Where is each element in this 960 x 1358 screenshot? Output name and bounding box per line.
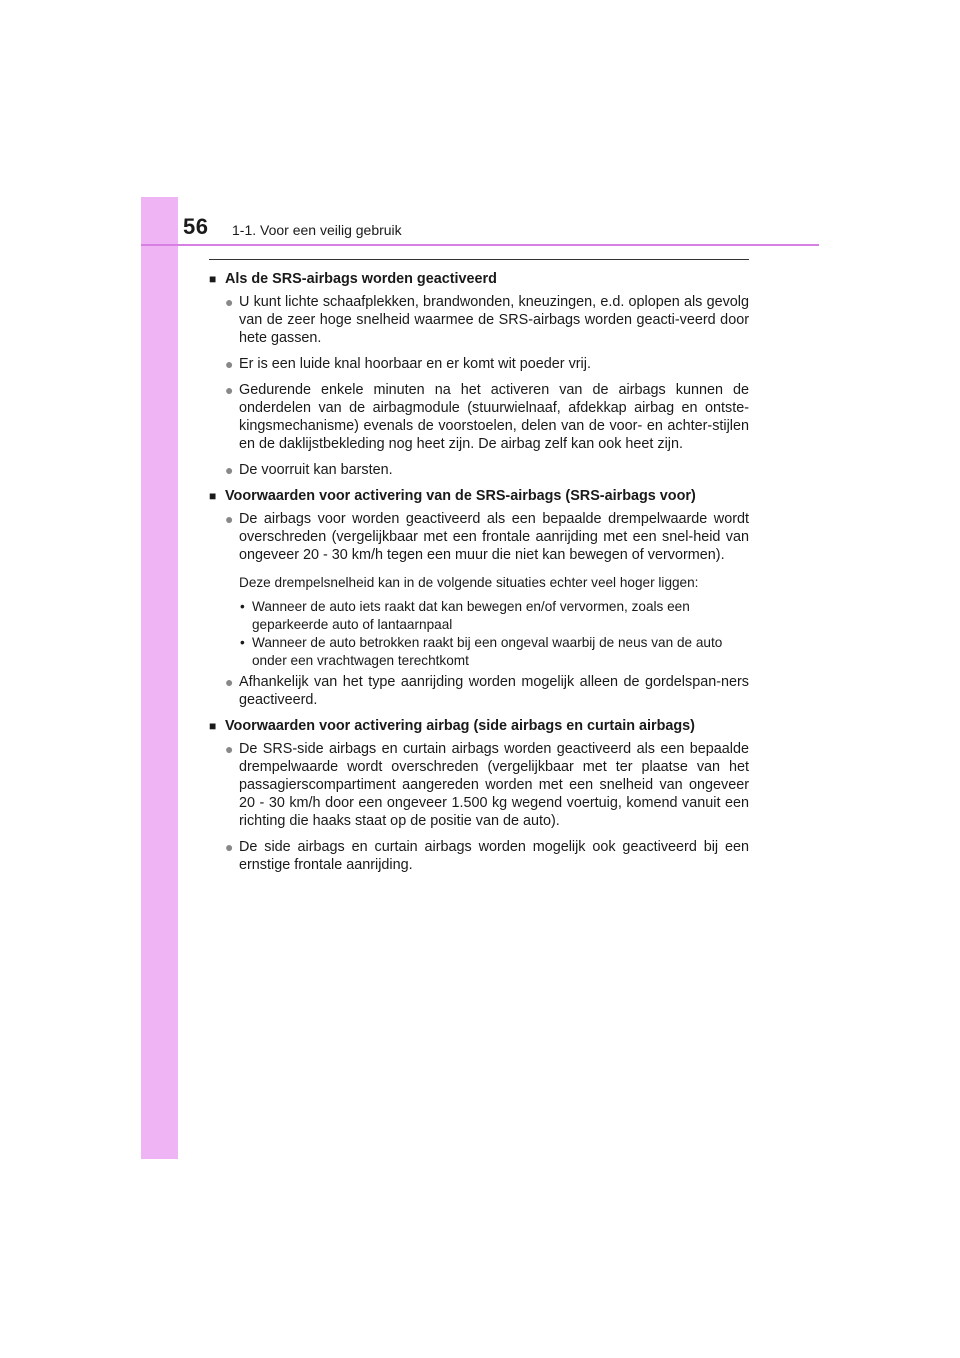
item-text: De SRS-side airbags en curtain airbags worden geactiveerd als een bepaalde drempelwaarde wordt overschreden (vergelijkbaar met ter plaatse van het passagierscompartiment aangereden worden met een snelheid van ongeveer 20 - 30 km/h door een ongeveer 1.500 kg wegend voertuig, komend vanuit een richting die haaks staat op de positie van de auto).: [239, 741, 749, 829]
square-bullet-icon: ■: [209, 719, 217, 733]
page-number: 56: [183, 214, 209, 239]
section-heading: [209, 270, 749, 288]
list-item: [209, 838, 749, 874]
dot-bullet-icon: •: [240, 635, 245, 650]
circle-bullet-icon: ●: [225, 356, 234, 372]
circle-bullet-icon: ●: [225, 294, 234, 310]
sub-item-text: Wanneer de auto betrokken raakt bij een ongeval waarbij de neus van de auto onder een vrachtwagen terechtkomt: [252, 635, 723, 668]
sub-item-text: Wanneer de auto iets raakt dat kan bewegen en/of vervormen, zoals een geparkeerde auto of lantaarnpaal: [252, 599, 690, 632]
circle-bullet-icon: ●: [225, 839, 234, 855]
heading-text: Als de SRS-airbags worden geactiveerd: [225, 271, 497, 287]
item-text: De voorruit kan barsten.: [239, 462, 393, 478]
header-rule: [141, 244, 819, 246]
item-text: Er is een luide knal hoorbaar en er komt wit poeder vrij.: [239, 356, 591, 372]
sub-list: [209, 598, 749, 670]
item-text: De side airbags en curtain airbags worden mogelijk ook geactiveerd bij een ernstige frontale aanrijding.: [239, 839, 749, 873]
note-text: Deze drempelsnelheid kan in de volgende situaties echter veel hoger liggen:: [239, 575, 699, 590]
item-text: De airbags voor worden geactiveerd als een bepaalde drempelwaarde wordt overschreden (vergelijkbaar met een frontale aanrijding met een snel-heid van ongeveer 20 - 30 km/h tegen een muur die niet kan bewegen of vervormen).: [239, 511, 749, 563]
list-item: [209, 293, 749, 347]
circle-bullet-icon: ●: [225, 511, 234, 527]
page-content: [209, 266, 749, 882]
section-rule: [209, 259, 749, 260]
circle-bullet-icon: ●: [225, 674, 234, 690]
circle-bullet-icon: ●: [225, 462, 234, 478]
square-bullet-icon: ■: [209, 489, 217, 503]
section-heading: [209, 487, 749, 505]
sub-list-item: [209, 634, 749, 670]
item-text: U kunt lichte schaafplekken, brandwonden, kneuzingen, e.d. oplopen als gevolg van de zeer hoge snelheid waarmee de SRS-airbags worden geacti-veerd door hete gassen.: [239, 294, 749, 346]
heading-text: Voorwaarden voor activering airbag (side airbags en curtain airbags): [225, 718, 695, 734]
list-item: [209, 461, 749, 479]
list-item: [209, 510, 749, 564]
list-item: [209, 740, 749, 830]
circle-bullet-icon: ●: [225, 382, 234, 398]
circle-bullet-icon: ●: [225, 741, 234, 757]
item-text: Afhankelijk van het type aanrijding worden mogelijk alleen de gordelspan-ners geactiveerd.: [239, 674, 749, 708]
section-heading: [209, 717, 749, 735]
list-item: [209, 381, 749, 453]
chapter-title: 1-1. Voor een veilig gebruik: [232, 222, 402, 238]
heading-text: Voorwaarden voor activering van de SRS-airbags (SRS-airbags voor): [225, 488, 696, 504]
list-item: [209, 673, 749, 709]
dot-bullet-icon: •: [240, 599, 245, 614]
square-bullet-icon: ■: [209, 272, 217, 286]
sub-list-item: [209, 598, 749, 634]
item-text: Gedurende enkele minuten na het activeren van de airbags kunnen de onderdelen van de airbagmodule (stuurwielnaaf, afdekkap airbag en ontste-kingsmechanisme) evenals de voorstoelen, delen van de voor- en achter-stijlen en de daklijstbekleding nog heet zijn. De airbag zelf kan ook heet zijn.: [239, 382, 749, 452]
sidebar-tab: [141, 197, 178, 1159]
list-item: [209, 355, 749, 373]
